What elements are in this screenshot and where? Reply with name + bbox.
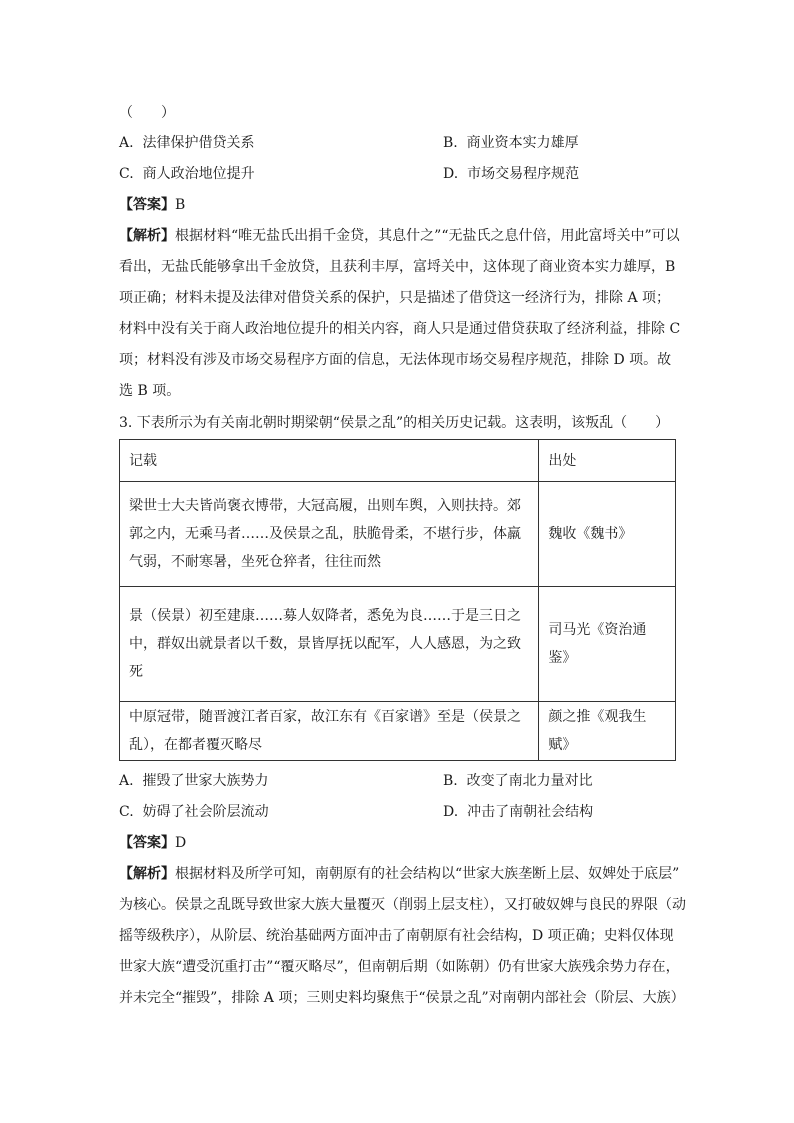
- option-letter: A.: [119, 135, 134, 151]
- option-text: 摧毁了世家大族势力: [142, 773, 269, 789]
- source-line: 司马光《资治通: [548, 622, 647, 638]
- source-line: 颜之推《观我生: [548, 709, 647, 725]
- q2-analysis-line-5: 项；材料没有涉及市场交易程序方面的信息，无法体现市场交易程序规范，排除 D 项。故: [119, 352, 672, 368]
- option-text: 商业资本实力雄厚: [466, 135, 579, 151]
- record-line: 梁世士大夫皆尚褒衣博带，大冠高履，出则车舆，入则扶持。郊: [129, 498, 521, 514]
- q2-option-d[interactable]: [443, 164, 579, 184]
- answer-value: D: [175, 835, 187, 851]
- records-table: [119, 439, 676, 761]
- analysis-label: 【解析】: [119, 866, 175, 882]
- q3-analysis-line-3: 摇等级秩序），从阶层、统治基础两方面冲击了南朝原有社会结构，D 项正确；史料仅体现: [119, 928, 674, 944]
- table-header-row: [120, 440, 676, 482]
- answer-label: 【答案】: [119, 197, 175, 213]
- source-cell: [539, 702, 676, 761]
- record-cell: [120, 482, 539, 587]
- q2-analysis-line-3: 项正确；材料未提及法律对借贷关系的保护，只是描述了借贷这一经济行为，排除 A 项；: [119, 290, 671, 306]
- record-line: 郭之内，无乘马者……及侯景之乱，肤脆骨柔，不堪行步，体羸: [129, 526, 521, 542]
- option-text: 冲击了南朝社会结构: [467, 804, 594, 820]
- record-line: 中，群奴出就景者以千数，景皆厚抚以配军，人人感恩，为之致: [129, 636, 521, 652]
- option-letter: B.: [443, 773, 458, 789]
- q2-option-c[interactable]: [119, 164, 255, 184]
- analysis-label: 【解析】: [119, 228, 175, 244]
- source-cell: [539, 587, 676, 702]
- record-line: 乱），在都者覆灭略尽: [129, 737, 262, 753]
- option-letter: C.: [119, 166, 134, 182]
- q3-analysis-line-2: 为核心。侯景之乱既导致世家大族大量覆灭（削弱上层支柱），又打破奴婢与良民的界限（动: [119, 897, 686, 913]
- option-text: 商人政治地位提升: [142, 166, 255, 182]
- source-line: 魏收《魏书》: [548, 526, 633, 542]
- source-line: 鉴》: [548, 650, 577, 666]
- option-letter: B.: [443, 135, 458, 151]
- q3-option-d[interactable]: [443, 802, 593, 822]
- q2-option-b[interactable]: [443, 133, 579, 153]
- q2-answer: [119, 195, 679, 215]
- analysis-text: 根据材料及所学可知，南朝原有的社会结构以“世家大族垄断上层、奴婢处于底层”: [175, 866, 680, 882]
- record-line: 死: [129, 664, 143, 680]
- answer-value: B: [175, 197, 186, 213]
- q3-option-b[interactable]: [443, 771, 593, 791]
- option-letter: D.: [443, 804, 459, 820]
- record-line: 中原冠带，随晋渡江者百家，故江东有《百家谱》至是（侯景之: [129, 709, 521, 725]
- q3-answer: [119, 833, 679, 853]
- q2-stem-end: （ ）: [119, 105, 175, 121]
- q3-analysis-line-4: 世家大族“遭受沉重打击”“覆灭略尽”，但南朝后期（如陈朝）仍有世家大族残余势力存在，: [119, 959, 680, 975]
- q3-analysis-line-1: [119, 864, 679, 884]
- option-text: 市场交易程序规范: [467, 166, 580, 182]
- q3-option-c[interactable]: [119, 802, 269, 822]
- option-letter: C.: [119, 804, 134, 820]
- q3-stem: 3. 下表所示为有关南北朝时期梁朝“侯景之乱”的相关历史记载。这表明，该叛乱（ ）: [119, 415, 670, 431]
- option-text: 改变了南北力量对比: [466, 773, 593, 789]
- q2-analysis-line-4: 材料中没有关于商人政治地位提升的相关内容，商人只是通过借贷获取了经济利益，排除 C: [119, 321, 681, 337]
- q2-option-a[interactable]: [119, 133, 254, 153]
- table-row: [120, 702, 676, 761]
- source-cell: [539, 482, 676, 587]
- record-line: 景（侯景）初至建康……募人奴降者，悉免为良……于是三日之: [129, 608, 521, 624]
- header-source: 出处: [539, 440, 676, 482]
- option-letter: D.: [443, 166, 459, 182]
- record-cell: [120, 702, 539, 761]
- analysis-text: 根据材料“唯无盐氏出捐千金贷，其息什之”“无盐氏之息什倍，用此富埒关中”可以: [175, 228, 680, 244]
- record-cell: [120, 587, 539, 702]
- option-text: 法律保护借贷关系: [142, 135, 255, 151]
- table-row: [120, 587, 676, 702]
- source-line: 赋》: [548, 737, 577, 753]
- table-row: [120, 482, 676, 587]
- q3-analysis-line-5: 并未完全“摧毁”，排除 A 项；三则史料均聚焦于“侯景之乱”对南朝内部社会（阶层、大族）: [119, 990, 685, 1006]
- q3-option-a[interactable]: [119, 771, 268, 791]
- q2-analysis-line-1: [119, 226, 679, 246]
- answer-label: 【答案】: [119, 835, 175, 851]
- option-text: 妨碍了社会阶层流动: [142, 804, 269, 820]
- q2-analysis-line-6: 选 B 项。: [119, 383, 181, 399]
- header-record: 记载: [120, 440, 539, 482]
- record-line: 气弱，不耐寒暑，坐死仓猝者，往往而然: [129, 554, 381, 570]
- option-letter: A.: [119, 773, 134, 789]
- q2-analysis-line-2: 看出，无盐氏能够拿出千金放贷，且获利丰厚，富埒关中，这体现了商业资本实力雄厚，B: [119, 259, 676, 275]
